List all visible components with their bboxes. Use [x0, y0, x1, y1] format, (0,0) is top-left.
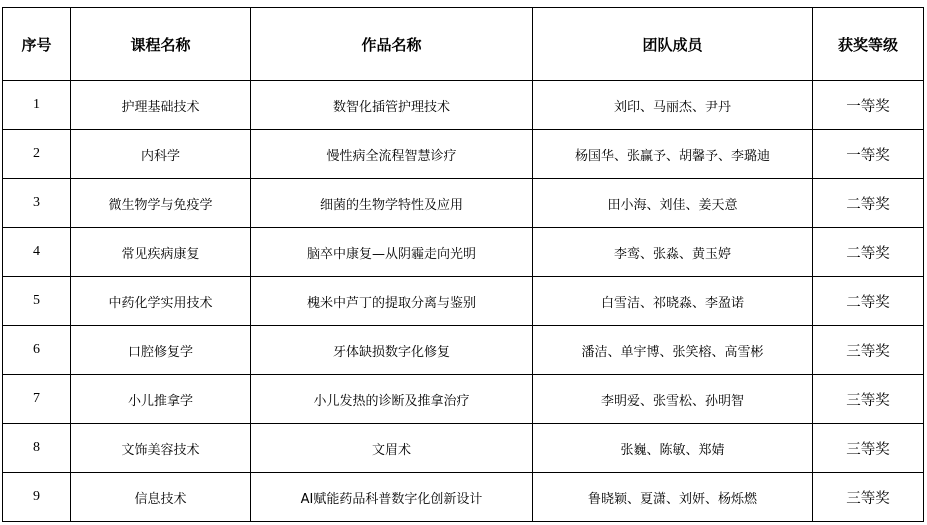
- cell-award: 三等奖: [813, 375, 924, 424]
- cell-team: 刘印、马丽杰、尹丹: [533, 81, 813, 130]
- cell-course: 内科学: [71, 130, 251, 179]
- header-work: 作品名称: [251, 8, 533, 81]
- cell-course: 微生物学与免疫学: [71, 179, 251, 228]
- cell-no: 7: [3, 375, 71, 424]
- cell-no: 6: [3, 326, 71, 375]
- header-award: 获奖等级: [813, 8, 924, 81]
- cell-award: 三等奖: [813, 424, 924, 473]
- cell-work: 槐米中芦丁的提取分离与鉴别: [251, 277, 533, 326]
- cell-work: 慢性病全流程智慧诊疗: [251, 130, 533, 179]
- cell-work: 细菌的生物学特性及应用: [251, 179, 533, 228]
- cell-course: 小儿推拿学: [71, 375, 251, 424]
- cell-course: 口腔修复学: [71, 326, 251, 375]
- cell-award: 三等奖: [813, 326, 924, 375]
- cell-work: 文眉术: [251, 424, 533, 473]
- cell-team: 鲁晓颖、夏潇、刘妍、杨烁燃: [533, 473, 813, 522]
- cell-award: 一等奖: [813, 130, 924, 179]
- cell-team: 李鸾、张淼、黄玉婷: [533, 228, 813, 277]
- cell-course: 常见疾病康复: [71, 228, 251, 277]
- table-row: [3, 228, 924, 277]
- cell-team: 李明爱、张雪松、孙明智: [533, 375, 813, 424]
- cell-team: 白雪洁、祁晓淼、李盈诺: [533, 277, 813, 326]
- cell-course: 信息技术: [71, 473, 251, 522]
- cell-no: 2: [3, 130, 71, 179]
- cell-no: 3: [3, 179, 71, 228]
- table-row: [3, 375, 924, 424]
- table-row: [3, 81, 924, 130]
- cell-no: 1: [3, 81, 71, 130]
- cell-team: 杨国华、张赢予、胡馨予、李璐迪: [533, 130, 813, 179]
- header-team: 团队成员: [533, 8, 813, 81]
- table-row: [3, 473, 924, 522]
- cell-course: 护理基础技术: [71, 81, 251, 130]
- table-row: [3, 277, 924, 326]
- cell-no: 8: [3, 424, 71, 473]
- table-row: [3, 326, 924, 375]
- cell-award: 二等奖: [813, 277, 924, 326]
- table-row: [3, 179, 924, 228]
- cell-work: 数智化插管护理技术: [251, 81, 533, 130]
- table-row: [3, 424, 924, 473]
- cell-no: 5: [3, 277, 71, 326]
- cell-no: 4: [3, 228, 71, 277]
- cell-work: 小儿发热的诊断及推拿治疗: [251, 375, 533, 424]
- cell-team: 张巍、陈敏、郑婧: [533, 424, 813, 473]
- cell-work: 牙体缺损数字化修复: [251, 326, 533, 375]
- cell-work: 脑卒中康复—从阴霾走向光明: [251, 228, 533, 277]
- awards-table-container: [2, 7, 924, 522]
- header-course: 课程名称: [71, 8, 251, 81]
- cell-team: 田小海、刘佳、姜天意: [533, 179, 813, 228]
- cell-course: 中药化学实用技术: [71, 277, 251, 326]
- cell-award: 二等奖: [813, 228, 924, 277]
- cell-award: 三等奖: [813, 473, 924, 522]
- cell-team: 潘洁、单宇博、张笑榕、高雪彬: [533, 326, 813, 375]
- awards-table: [2, 7, 924, 522]
- header-row: [3, 8, 924, 81]
- header-no: 序号: [3, 8, 71, 81]
- cell-course: 文饰美容技术: [71, 424, 251, 473]
- cell-no: 9: [3, 473, 71, 522]
- cell-award: 一等奖: [813, 81, 924, 130]
- table-row: [3, 130, 924, 179]
- cell-award: 二等奖: [813, 179, 924, 228]
- cell-work: AI赋能药品科普数字化创新设计: [251, 473, 533, 522]
